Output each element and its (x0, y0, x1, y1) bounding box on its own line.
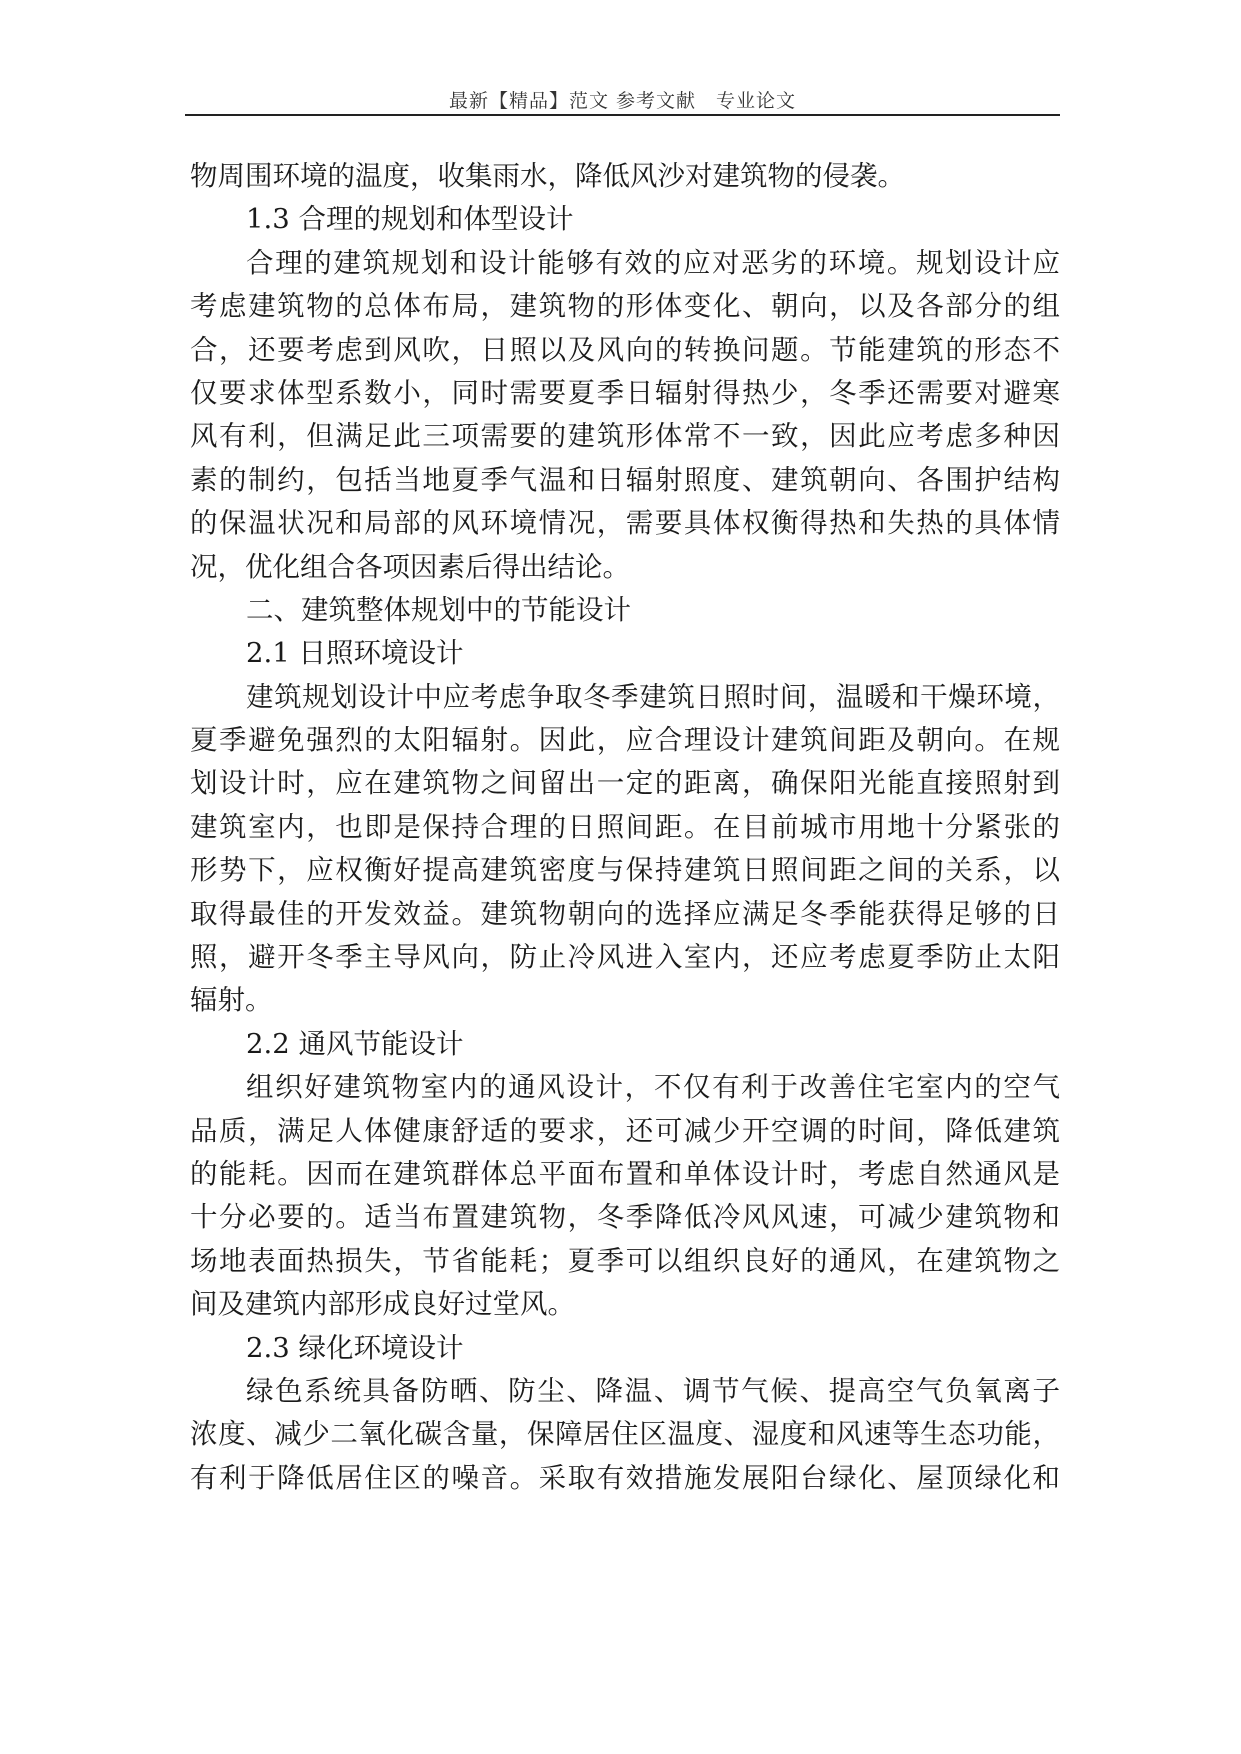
section-heading: 1.3 合理的规划和体型设计 (246, 203, 574, 236)
text-line: 间及建筑内部形成良好过堂风。 (190, 1288, 575, 1321)
text-line: 合，还要考虑到风吹，日照以及风向的转换问题。节能建筑的形态不 (190, 333, 1060, 366)
section-heading: 2.2 通风节能设计 (246, 1027, 464, 1060)
text-line: 合理的建筑规划和设计能够有效的应对恶劣的环境。规划设计应 (246, 246, 1060, 279)
text-line: 夏季避免强烈的太阳辐射。因此，应合理设计建筑间距及朝向。在规 (190, 724, 1060, 757)
header-divider (185, 114, 1060, 116)
text-line: 浓度、减少二氧化碳含量，保障居住区温度、湿度和风速等生态功能， (190, 1418, 1060, 1451)
document-body (190, 155, 1060, 1500)
text-line: 考虑建筑物的总体布局，建筑物的形体变化、朝向，以及各部分的组 (190, 290, 1060, 323)
text-line: 辐射。 (190, 984, 273, 1017)
section-heading: 2.3 绿化环境设计 (246, 1331, 464, 1364)
text-line: 十分必要的。适当布置建筑物，冬季降低冷风风速，可减少建筑物和 (190, 1201, 1060, 1234)
text-line: 风有利，但满足此三项需要的建筑形体常不一致，因此应考虑多种因 (190, 420, 1060, 453)
text-line: 仅要求体型系数小，同时需要夏季日辐射得热少，冬季还需要对避寒 (190, 376, 1060, 409)
section-heading: 二、建筑整体规划中的节能设计 (246, 593, 631, 626)
text-line: 绿色系统具备防晒、防尘、降温、调节气候、提高空气负氧离子 (246, 1374, 1060, 1407)
text-line: 建筑规划设计中应考虑争取冬季建筑日照时间，温暖和干燥环境， (246, 680, 1060, 713)
text-line: 品质，满足人体健康舒适的要求，还可减少开空调的时间，降低建筑 (190, 1114, 1060, 1147)
text-line: 的能耗。因而在建筑群体总平面布置和单体设计时，考虑自然通风是 (190, 1157, 1060, 1190)
section-heading: 2.1 日照环境设计 (246, 637, 464, 670)
text-line: 的保温状况和局部的风环境情况，需要具体权衡得热和失热的具体情 (190, 507, 1060, 540)
text-line: 物周围环境的温度，收集雨水，降低风沙对建筑物的侵袭。 (190, 160, 905, 192)
text-line: 有利于降低居住区的噪音。采取有效措施发展阳台绿化、屋顶绿化和 (190, 1461, 1060, 1494)
text-line: 场地表面热损失，节省能耗；夏季可以组织良好的通风，在建筑物之 (190, 1244, 1060, 1277)
text-line: 划设计时，应在建筑物之间留出一定的距离，确保阳光能直接照射到 (190, 767, 1060, 800)
text-line: 建筑室内，也即是保持合理的日照间距。在目前城市用地十分紧张的 (190, 810, 1060, 843)
text-line: 素的制约，包括当地夏季气温和日辐射照度、建筑朝向、各围护结构 (190, 463, 1060, 496)
text-line: 形势下，应权衡好提高建筑密度与保持建筑日照间距之间的关系，以 (190, 854, 1060, 887)
text-line: 取得最佳的开发效益。建筑物朝向的选择应满足冬季能获得足够的日 (190, 897, 1060, 930)
text-line: 况，优化组合各项因素后得出结论。 (190, 550, 630, 583)
text-line: 组织好建筑物室内的通风设计，不仅有利于改善住宅室内的空气 (246, 1071, 1060, 1104)
page-header: 最新【精品】范文 参考文献 专业论文 (448, 90, 797, 112)
text-line: 照，避开冬季主导风向，防止冷风进入室内，还应考虑夏季防止太阳 (190, 941, 1060, 974)
